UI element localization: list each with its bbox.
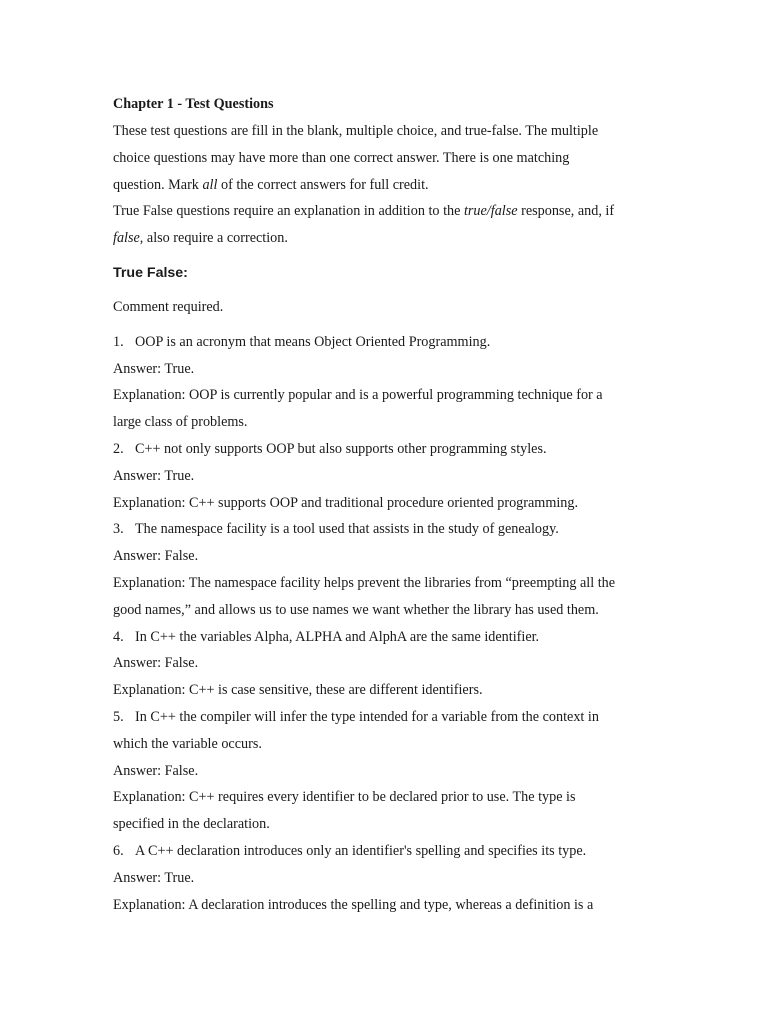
intro-line-5: false, also require a correction.: [113, 230, 288, 247]
chapter-title: Chapter 1 - Test Questions: [113, 96, 274, 112]
question-number: 6.: [113, 842, 124, 859]
intro-line-3: question. Mark all of the correct answers for full credit.: [113, 176, 429, 193]
explanation-3-line-2: good names,” and allows us to use names we want whether the library has used them.: [113, 601, 599, 618]
explanation-1-line-2: large class of problems.: [113, 414, 248, 431]
explanation-1-line-1: Explanation: OOP is currently popular and is a powerful programming technique for a: [113, 387, 603, 404]
explanation-4-line-1: Explanation: C++ is case sensitive, these are different identifiers.: [113, 682, 483, 699]
question-3: 3. The namespace facility is a tool used that assists in the study of genealogy.: [113, 516, 653, 543]
comment-required: Comment required.: [113, 298, 224, 315]
intro-line-4: True False questions require an explanation in addition to the true/false response, and, if: [113, 203, 615, 220]
emphasis-all: all: [202, 176, 218, 193]
question-1: 1. OOP is an acronym that means Object Oriented Programming.: [113, 329, 653, 356]
explanation-3-line-1: Explanation: The namespace facility helps prevent the libraries from “preempting all the: [113, 574, 616, 591]
explanation-5-line-2: specified in the declaration.: [113, 816, 270, 833]
answer-1: Answer: True.: [113, 360, 195, 377]
question-number: 3.: [113, 521, 124, 538]
question-2: 2. C++ not only supports OOP but also supports other programming styles.: [113, 436, 653, 463]
explanation-2-line-1: Explanation: C++ supports OOP and traditional procedure oriented programming.: [113, 494, 579, 511]
question-number: 2.: [113, 440, 124, 457]
answer-5: Answer: False.: [113, 762, 199, 779]
emphasis-false: false: [113, 230, 140, 247]
explanation-5-line-1: Explanation: C++ requires every identifier to be declared prior to use. The type is: [113, 789, 576, 806]
answer-2: Answer: True.: [113, 467, 195, 484]
question-number: 5.: [113, 708, 124, 725]
question-6: 6. A C++ declaration introduces only an identifier's spelling and specifies its type.: [113, 838, 653, 865]
question-number: 1.: [113, 333, 124, 350]
intro-line-2: choice questions may have more than one correct answer. There is one matching: [113, 149, 570, 166]
question-4: 4. In C++ the variables Alpha, ALPHA and AlphA are the same identifier.: [113, 624, 653, 651]
question-number: 4.: [113, 628, 124, 645]
document-page: [113, 92, 653, 918]
explanation-6-line-1: Explanation: A declaration introduces the spelling and type, whereas a definition is a: [113, 896, 594, 913]
answer-4: Answer: False.: [113, 655, 199, 672]
answer-3: Answer: False.: [113, 548, 199, 565]
intro-line-1: These test questions are fill in the blank, multiple choice, and true-false. The multiple: [113, 123, 599, 139]
section-heading-true-false: True False:: [113, 264, 188, 281]
question-5-line-2: which the variable occurs.: [113, 735, 262, 752]
question-5: 5. In C++ the compiler will infer the type intended for a variable from the context in: [113, 704, 653, 731]
emphasis-true-false: true/false: [463, 203, 518, 220]
answer-6: Answer: True.: [113, 869, 195, 886]
